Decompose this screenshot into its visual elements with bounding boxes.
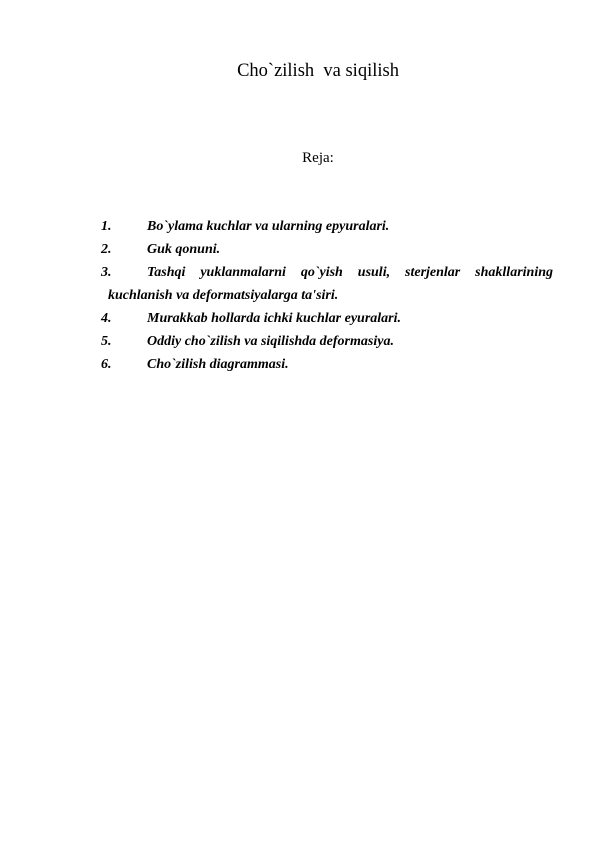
plan-heading: Reja: xyxy=(302,150,334,166)
list-item-text: Guk qonuni. xyxy=(147,242,221,257)
list-item xyxy=(101,307,553,330)
list-item-number: 5. xyxy=(101,334,112,349)
list-item-text: Cho`zilish diagrammasi. xyxy=(147,357,289,372)
list-item-text: Oddiy cho`zilish va siqilishda deformasiya. xyxy=(147,334,394,349)
list-item-number: 6. xyxy=(101,357,112,372)
list-item-number: 2. xyxy=(101,242,112,257)
list-item xyxy=(101,238,553,261)
plan-list xyxy=(101,215,553,376)
list-item-number: 1. xyxy=(101,219,112,234)
list-item xyxy=(101,215,553,238)
document-title: Cho`zilish va siqilish xyxy=(237,61,399,81)
list-item xyxy=(101,330,553,353)
list-item-continuation: kuchlanish va deformatsiyalarga ta'siri. xyxy=(108,288,339,303)
list-item-text: Bo`ylama kuchlar va ularning epyuralari. xyxy=(147,219,390,234)
list-item-number: 3. xyxy=(101,265,112,280)
list-item-text: Tashqi yuklanmalarni qo`yish usuli, sterjenlar shakllarining xyxy=(147,265,553,280)
list-item xyxy=(101,261,553,307)
list-item xyxy=(101,353,553,376)
list-item-text: Murakkab hollarda ichki kuchlar eyuralari. xyxy=(147,311,401,326)
list-item-number: 4. xyxy=(101,311,112,326)
